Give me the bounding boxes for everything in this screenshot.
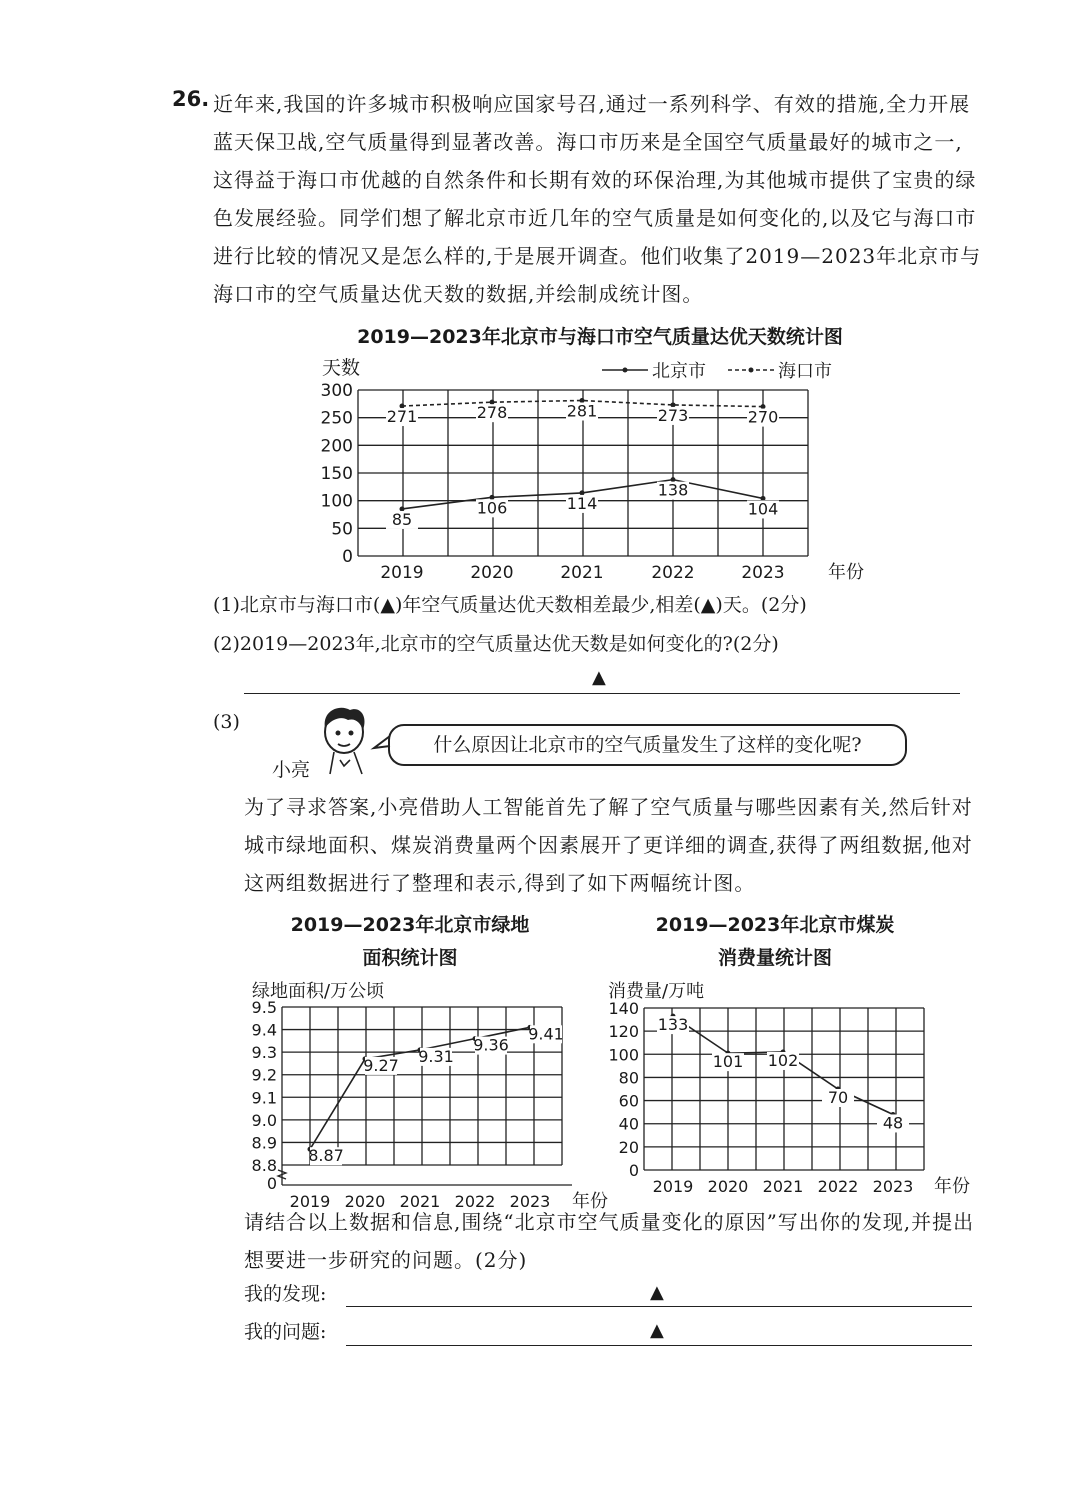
- chart2-title-line2: 面积统计图: [362, 947, 458, 969]
- origin-label: 0: [266, 1174, 277, 1193]
- data-label: 9.31: [418, 1046, 454, 1066]
- chart1-ylabel: 天数: [322, 357, 361, 379]
- x-tick-label: 2023: [509, 1192, 551, 1211]
- sub-question-3-text: 为了寻求答案,小亮借助人工智能首先了解了空气质量与哪些因素有关,然后针对城市绿地面积、煤炭消费量两个因素展开了更详细的调查,获得了两组数据,他对这两组数据进行了整理和表示,得到了如下两幅统计图。: [244, 795, 973, 895]
- x-tick-label: 2020: [707, 1177, 749, 1196]
- speech-bubble: 什么原因让北京市的空气质量发生了这样的变化呢?: [388, 724, 907, 766]
- x-tick-label: 2020: [344, 1192, 386, 1211]
- data-label: 271: [386, 407, 418, 427]
- data-label: 104: [747, 499, 779, 519]
- x-tick-label: 2019: [380, 563, 424, 583]
- data-label: 8.87: [308, 1146, 344, 1166]
- question-answer-line[interactable]: [346, 1345, 972, 1346]
- x-axis-label: 年份: [934, 1176, 970, 1197]
- y-tick-label: 9.4: [251, 1020, 277, 1040]
- data-label: 138: [657, 480, 689, 500]
- legend-dashed-marker: [749, 368, 754, 373]
- finding-answer-line[interactable]: [346, 1306, 972, 1307]
- data-label: 85: [391, 509, 413, 529]
- axis-break-mark: [278, 1170, 286, 1179]
- data-label: 114: [566, 493, 598, 513]
- x-tick-label: 2021: [560, 563, 604, 583]
- x-tick-label: 2021: [762, 1177, 804, 1196]
- x-tick-label: 2019: [289, 1192, 331, 1211]
- data-label: 102: [767, 1050, 799, 1070]
- data-label: 70: [827, 1088, 849, 1107]
- chart2-ylabel: 绿地面积/万公顷: [252, 981, 385, 1002]
- y-tick-label: 200: [320, 436, 353, 457]
- y-tick-label: 9.5: [251, 998, 277, 1017]
- chart3-ylabel: 消费量/万吨: [608, 981, 705, 1002]
- y-tick-label: 300: [320, 381, 353, 401]
- data-label: 270: [747, 407, 779, 427]
- y-tick-label: 50: [331, 519, 353, 540]
- finding-answer-marker: ▲: [650, 1282, 664, 1303]
- question-number: 26.: [172, 87, 210, 111]
- y-tick-label: 20: [618, 1137, 639, 1157]
- legend-haikou: 海口市: [778, 361, 832, 382]
- y-tick-label: 9.0: [251, 1110, 277, 1130]
- chart3-title-line2: 消费量统计图: [717, 947, 832, 969]
- y-tick-label: 100: [320, 491, 353, 512]
- x-tick-label: 2021: [399, 1192, 441, 1211]
- y-tick-label: 120: [608, 1022, 639, 1042]
- data-label: 9.41: [528, 1024, 564, 1044]
- chart2-plot: [252, 998, 608, 1212]
- y-tick-label: 8.8: [251, 1156, 277, 1175]
- chart3: [600, 975, 980, 1200]
- data-label: 48: [882, 1113, 904, 1133]
- x-tick-label: 2022: [817, 1177, 859, 1196]
- y-tick-label: 80: [618, 1068, 639, 1088]
- chart2-title-line1: 2019—2023年北京市绿地: [290, 914, 530, 936]
- x-tick-label: 2019: [652, 1177, 694, 1196]
- answer-marker-2: ▲: [592, 667, 606, 688]
- x-axis-label: 年份: [828, 562, 864, 583]
- sub-question-2: (2)2019—2023年,北京市的空气质量达优天数是如何变化的?(2分): [213, 633, 779, 655]
- y-tick-label: 60: [618, 1091, 639, 1111]
- y-tick-label: 8.9: [251, 1133, 277, 1153]
- y-tick-label: 40: [618, 1114, 639, 1134]
- data-label: 9.36: [473, 1035, 509, 1055]
- data-label: 106: [476, 498, 508, 518]
- y-tick-label: 0: [628, 1161, 639, 1180]
- legend-beijing: 北京市: [652, 361, 706, 382]
- data-label: 133: [657, 1015, 689, 1035]
- finding-label: 我的发现:: [244, 1283, 327, 1305]
- chart3-title-line1: 2019—2023年北京市煤炭: [655, 914, 895, 936]
- character-name: 小亮: [272, 759, 311, 781]
- chart3-plot: [608, 999, 970, 1197]
- instruction-text: 请结合以上数据和信息,围绕“北京市空气质量变化的原因”写出你的发现,并提出想要进一步研究的问题。(2分): [244, 1210, 975, 1272]
- x-tick-label: 2022: [651, 563, 695, 583]
- answer-line-2[interactable]: [244, 693, 960, 694]
- y-tick-label: 0: [342, 547, 353, 567]
- data-label: 101: [712, 1052, 744, 1072]
- x-tick-label: 2023: [741, 563, 785, 583]
- x-axis-label: 年份: [572, 1191, 608, 1212]
- question-label: 我的问题:: [244, 1321, 327, 1343]
- legend-solid-marker: [623, 368, 628, 373]
- y-tick-label: 100: [608, 1045, 639, 1065]
- data-label: 278: [476, 403, 508, 423]
- y-tick-label: 9.3: [251, 1043, 277, 1063]
- sub-question-3-label: (3): [213, 711, 240, 733]
- chart2: [240, 975, 620, 1212]
- question-intro: 近年来,我国的许多城市积极响应国家号召,通过一系列科学、有效的措施,全力开展蓝天保卫战,空气质量得到显著改善。海口市历来是全国空气质量最好的城市之一,这得益于海口市优越的自然条件和长期有效的环保治理,为其他城市提供了宝贵的绿色发展经验。同学们想了解北京市近几年的空气质量是如何变化的,以及它与海口市进行比较的情况又是怎么样的,于是展开调查。他们收集了2019—2023年北京市与海口市的空气质量达优天数的数据,并绘制成统计图。: [213, 92, 982, 306]
- y-tick-label: 9.1: [251, 1088, 277, 1108]
- y-tick-label: 150: [320, 464, 353, 484]
- chart2-grid: [282, 1007, 562, 1165]
- sub-question-1: (1)北京市与海口市(▲)年空气质量达优天数相差最少,相差(▲)天。(2分): [213, 594, 807, 616]
- x-tick-label: 2023: [872, 1177, 914, 1196]
- data-label: 281: [566, 401, 598, 421]
- chart1-title: 2019—2023年北京市与海口市空气质量达优天数统计图: [357, 326, 843, 348]
- y-tick-label: 9.2: [251, 1065, 277, 1085]
- question-answer-marker: ▲: [650, 1320, 664, 1341]
- x-tick-label: 2020: [470, 563, 514, 583]
- chart1: [300, 350, 880, 590]
- data-label: 9.27: [363, 1055, 399, 1075]
- x-tick-label: 2022: [454, 1192, 496, 1211]
- y-tick-label: 250: [320, 408, 353, 429]
- chart1-plot: [321, 381, 864, 583]
- data-label: 273: [657, 405, 689, 425]
- y-tick-label: 140: [608, 999, 639, 1018]
